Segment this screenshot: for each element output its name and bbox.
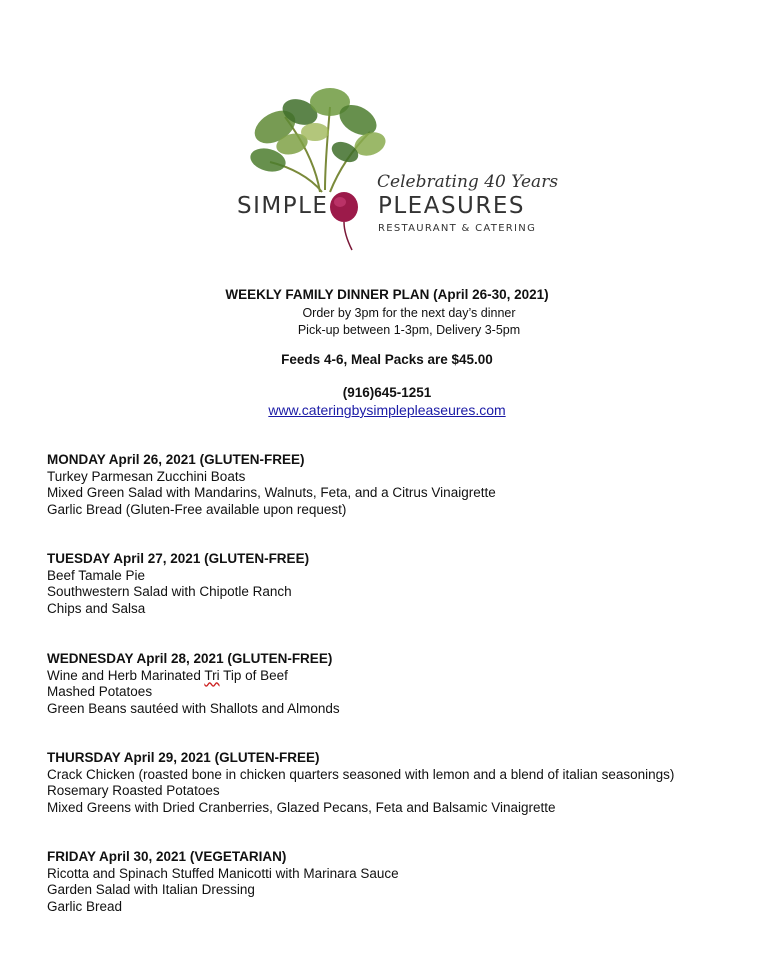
phone-number: (916)645-1251 (342, 385, 432, 400)
website-link[interactable]: www.cateringbysimplepleaseures.com (268, 402, 506, 418)
day-wednesday (47, 651, 340, 717)
menu-item-part: Tip of Beef (219, 667, 288, 683)
day-heading: FRIDAY April 30, 2021 (VEGETARIAN) (47, 849, 287, 864)
logo-brand-simple: SIMPLE (237, 193, 329, 219)
menu-item: Turkey Parmesan Zucchini Boats (47, 468, 246, 484)
menu-item: Crack Chicken (roasted bone in chicken quarters seasoned with lemon and a blend of italian seasonings) (47, 766, 675, 782)
menu-item-part: Wine and Herb Marinated (47, 667, 205, 683)
menu-item: Mixed Greens with Dried Cranberries, Glazed Pecans, Feta and Balsamic Vinaigrette (47, 799, 556, 815)
menu-item: Southwestern Salad with Chipotle Ranch (47, 584, 292, 599)
day-heading: MONDAY April 26, 2021 (GLUTEN-FREE) (47, 452, 305, 467)
feeds-and-price: Feeds 4-6, Meal Packs are $45.00 (281, 352, 493, 367)
menu-item: Green Beans sautéed with Shallots and Almonds (47, 700, 340, 716)
menu-item: Chips and Salsa (47, 600, 146, 616)
menu-item: Ricotta and Spinach Stuffed Manicotti with Marinara Sauce (47, 865, 399, 881)
menu-item: Mixed Green Salad with Mandarins, Walnuts, Feta, and a Citrus Vinaigrette (47, 485, 496, 500)
menu-item: Garlic Bread (Gluten-Free available upon request) (47, 501, 347, 517)
logo-tagline: Celebrating 40 Years (377, 172, 559, 192)
logo-subtitle: RESTAURANT & CATERING (378, 223, 537, 234)
day-heading: THURSDAY April 29, 2021 (GLUTEN-FREE) (47, 750, 320, 765)
logo-brand-pleasures: PLEASURES (378, 193, 525, 219)
order-deadline: Order by 3pm for the next day’s dinner (302, 306, 516, 320)
day-heading: TUESDAY April 27, 2021 (GLUTEN-FREE) (47, 551, 310, 566)
day-thursday (47, 750, 674, 816)
menu-item: Rosemary Roasted Potatoes (47, 783, 220, 798)
day-tuesday (47, 551, 309, 617)
menu-item: Mashed Potatoes (47, 684, 153, 699)
day-friday (47, 849, 399, 915)
menu-item: Beef Tamale Pie (47, 567, 146, 583)
menu-item (47, 668, 340, 685)
plan-title: WEEKLY FAMILY DINNER PLAN (April 26-30, 2021) (225, 287, 549, 302)
pickup-delivery-times: Pick-up between 1-3pm, Delivery 3-5pm (297, 323, 521, 337)
menu-item: Garden Salad with Italian Dressing (47, 882, 255, 897)
restaurant-logo (230, 82, 559, 257)
day-heading: WEDNESDAY April 28, 2021 (GLUTEN-FREE) (47, 651, 333, 666)
day-monday (47, 452, 496, 518)
misspelled-word: Tri (204, 667, 220, 683)
menu-item: Garlic Bread (47, 898, 123, 914)
